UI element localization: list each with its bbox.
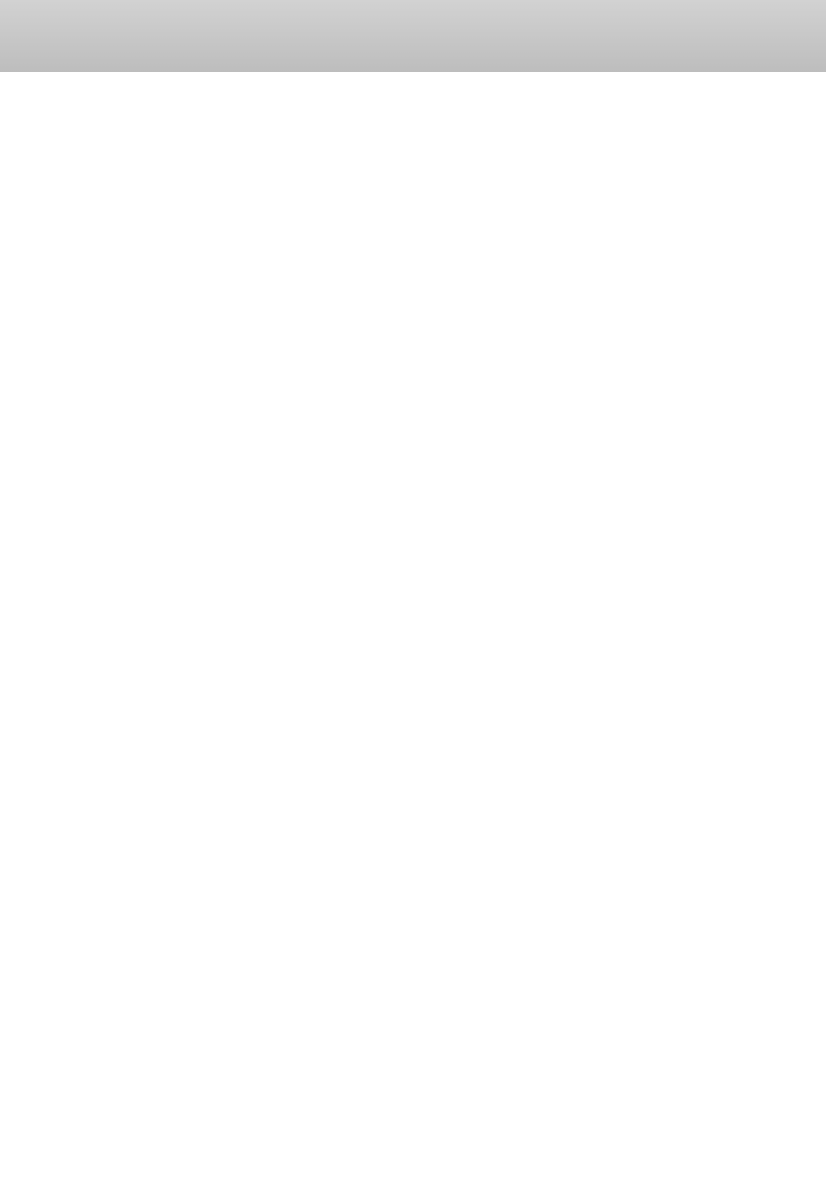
text-column: [587, 542, 605, 892]
text-column: [398, 542, 416, 892]
text-column: [533, 124, 551, 504]
text-column: [776, 898, 794, 1200]
text-block-middle: [118, 542, 794, 892]
text-column: [668, 542, 686, 892]
text-column: [479, 898, 497, 1200]
text-column: [695, 898, 713, 1200]
text-column: [641, 542, 659, 892]
text-column: [398, 124, 416, 504]
text-column: [749, 898, 767, 1200]
text-column: [695, 542, 713, 892]
text-column: [290, 124, 308, 504]
page: [0, 72, 826, 1200]
text-column: [263, 124, 281, 504]
text-column: [587, 124, 605, 504]
text-column: [344, 542, 362, 892]
text-column: [506, 898, 524, 1200]
text-column: [128, 124, 146, 504]
text-column: [371, 898, 389, 1200]
text-column: [290, 542, 308, 892]
text-column: [533, 898, 551, 1200]
text-column: [236, 542, 254, 892]
text-column: [749, 542, 767, 892]
text-column: [263, 542, 281, 892]
text-column: [722, 898, 740, 1200]
text-column: [533, 542, 551, 892]
text-column: [614, 898, 632, 1200]
text-column: [776, 124, 794, 504]
text-column: [425, 542, 443, 892]
text-column: [722, 542, 740, 892]
text-column: [668, 124, 686, 504]
text-column: [722, 124, 740, 504]
text-block-top: [118, 124, 794, 504]
text-column: [371, 542, 389, 892]
text-column: [560, 124, 578, 504]
text-column: [182, 542, 200, 892]
text-block-bottom: [118, 898, 794, 1200]
text-column: [317, 542, 335, 892]
text-column: [155, 124, 173, 504]
text-column: [425, 124, 443, 504]
text-column: [371, 124, 389, 504]
text-column: [317, 898, 335, 1200]
text-column: [344, 898, 362, 1200]
text-column: [236, 124, 254, 504]
text-column: [452, 542, 470, 892]
text-column: [452, 898, 470, 1200]
text-column: [668, 898, 686, 1200]
text-column: [209, 542, 227, 892]
text-column: [587, 898, 605, 1200]
text-column: [479, 124, 497, 504]
text-column: [614, 542, 632, 892]
text-column: [182, 124, 200, 504]
text-column: [290, 898, 308, 1200]
text-column: [641, 898, 659, 1200]
text-column: [614, 124, 632, 504]
text-column: [398, 898, 416, 1200]
text-column: [560, 898, 578, 1200]
text-column: [344, 124, 362, 504]
text-column: [776, 542, 794, 892]
text-column: [209, 124, 227, 504]
text-column: [128, 542, 146, 892]
text-column: [749, 124, 767, 504]
text-column: [560, 542, 578, 892]
text-column: [506, 542, 524, 892]
text-column: [425, 898, 443, 1200]
text-column: [479, 542, 497, 892]
text-column: [155, 542, 173, 892]
text-column: [506, 124, 524, 504]
text-column: [452, 124, 470, 504]
text-column: [695, 124, 713, 504]
text-column: [641, 124, 659, 504]
header-band: [0, 0, 826, 72]
text-column: [317, 124, 335, 504]
